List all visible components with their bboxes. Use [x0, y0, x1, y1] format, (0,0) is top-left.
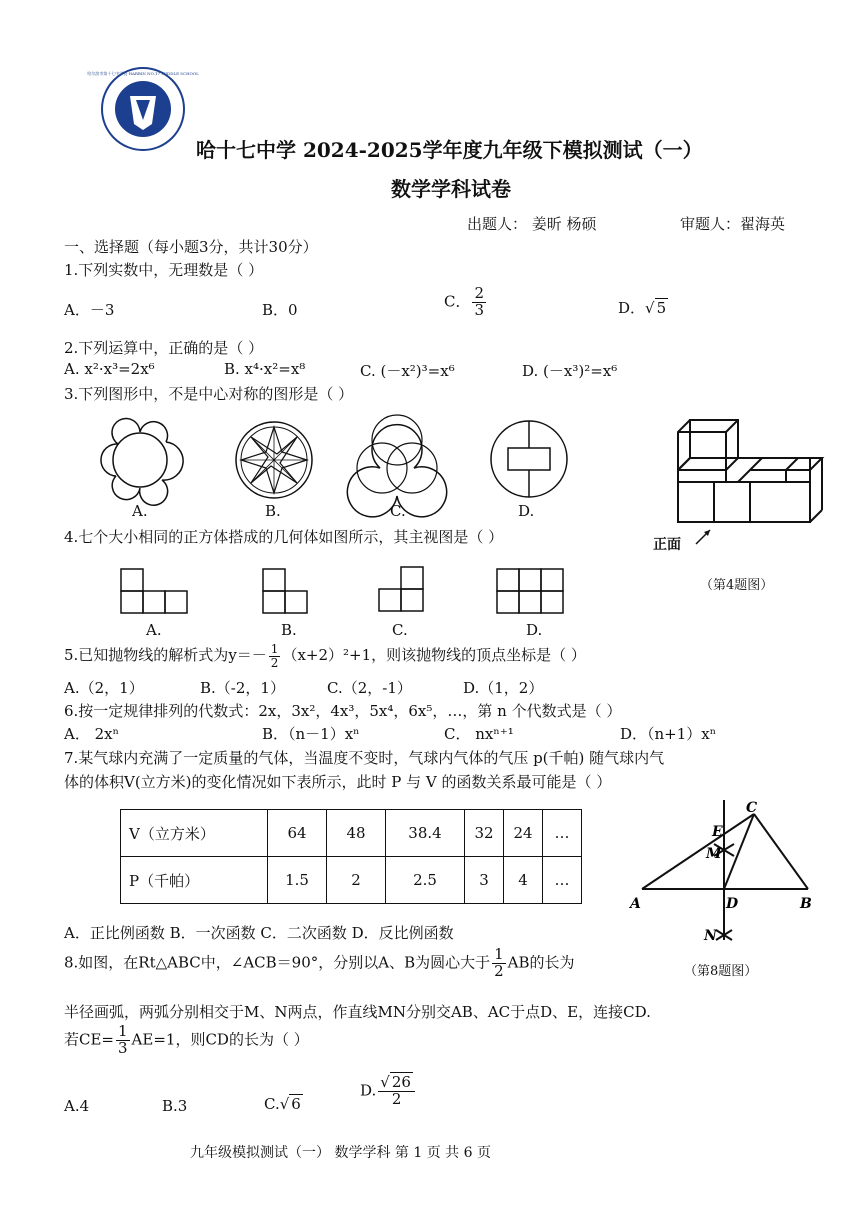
q2-option-c: C. (－x²)³=x⁶: [360, 362, 455, 380]
table-cell: 48: [327, 810, 386, 857]
q6-option-c: C． nxⁿ⁺¹: [444, 725, 514, 743]
q3-figure-d: [486, 416, 572, 502]
q2-stem: 2.下列运算中，正确的是（ ）: [64, 339, 264, 357]
q8-caption: （第8题图）: [684, 964, 758, 979]
q8-option-a: A.4: [64, 1097, 90, 1115]
q4-view-b: [262, 568, 312, 614]
q6-option-b: B．（n－1）xⁿ: [262, 725, 360, 743]
q8-label-m: M: [706, 846, 722, 862]
q5-stem-pre: 5.已知抛物线的解析式为y＝－: [64, 646, 267, 665]
q8-stem-1-post: AB的长为: [507, 953, 575, 972]
q8-label-a: A: [630, 896, 641, 912]
q4-label-d: D.: [526, 621, 543, 639]
table-cell: 4: [504, 857, 543, 904]
table-cell: 3: [465, 857, 504, 904]
q8-c-label: C.: [264, 1095, 280, 1113]
q3-label-b: B.: [265, 502, 281, 520]
q7-options: A．正比例函数 B．一次函数 C．二次函数 D．反比例函数: [64, 924, 454, 942]
q8-d-radicand: 26: [391, 1073, 411, 1091]
q8-triangle-figure: [628, 800, 824, 950]
q8-stem-3-pre: 若CE=: [64, 1030, 114, 1049]
q8-d-den: 2: [391, 1089, 402, 1108]
q5-stem-post: （x+2）²+1，则该抛物线的顶点坐标是（ ）: [282, 646, 586, 665]
table-cell: 1.5: [268, 857, 327, 904]
q3-label-d: D.: [518, 502, 535, 520]
q3-figure-b: [232, 418, 316, 502]
q8-option-c: C.√ 6: [264, 1095, 301, 1113]
q5-fraction: [269, 643, 281, 669]
q5-option-c: C.（2，-1）: [327, 679, 412, 697]
table-row: [121, 857, 582, 904]
q8-num-1: 1: [494, 945, 504, 963]
q8-stem-3: [64, 1024, 309, 1057]
q4-stem: 4.七个大小相同的正方体搭成的几何体如图所示，其主视图是（ ）: [64, 528, 504, 546]
q8-stem-2: 半径画弧，两弧分别相交于M、N两点，作直线MN分别交AB、AC于点D、E，连接CD.: [64, 1003, 651, 1021]
q1-option-d: D．√ 5: [618, 299, 667, 317]
q1-c-num: 2: [474, 284, 485, 302]
q8-fraction-3: [116, 1024, 130, 1057]
q8-den-1: 2: [494, 961, 504, 980]
q6-stem: 6.按一定规律排列的代数式：2x，3x²，4x³，5x⁴，6x⁵，…，第 n 个代数式是（ ）: [64, 702, 622, 720]
table-cell: …: [543, 857, 582, 904]
q6-option-d: D．（n+1）xⁿ: [620, 725, 717, 743]
q4-label-c: C.: [392, 621, 408, 639]
q8-c-radicand: 6: [291, 1095, 301, 1113]
logo-text: 哈尔滨市第十七中学校 HARBIN NO.17 MIDDLE SCHOOL: [87, 71, 199, 76]
q4-cube-figure: [640, 418, 820, 548]
q5-den: 2: [270, 655, 279, 670]
exam-subtitle: 数学学科试卷: [391, 177, 511, 201]
q3-stem: 3.下列图形中，不是中心对称的图形是（ ）: [64, 385, 354, 403]
q5-option-d: D.（1，2）: [463, 679, 544, 697]
reviewer: 审题人：翟海英: [680, 215, 786, 233]
table-cell: 38.4: [386, 810, 465, 857]
q2-option-b: B. x⁴·x²=x⁸: [224, 360, 306, 378]
q7-stem-2: 体的体积V(立方米)的变化情况如下表所示，此时 P 与 V 的函数关系最可能是（ ）: [64, 773, 612, 791]
q8-option-d: [360, 1075, 417, 1108]
q8-label-e: E: [712, 824, 723, 840]
q4-view-d: [496, 568, 568, 614]
q7-table: [120, 809, 582, 904]
q5-option-a: A.（2，1）: [64, 679, 144, 697]
q8-stem-1-pre: 8.如图，在Rt△ABC中，∠ACB＝90°，分别以A、B为圆心大于: [64, 953, 491, 972]
table-cell: 32: [465, 810, 504, 857]
q3-figure-c: [352, 410, 442, 502]
q4-view-c: [378, 566, 428, 612]
table-row: [121, 810, 582, 857]
q4-label-b: B.: [281, 621, 297, 639]
q1-c-fraction: [472, 286, 486, 319]
q8-label-c: C: [746, 800, 758, 816]
q4-caption: （第4题图）: [700, 578, 774, 593]
q1-d-label: D．: [618, 299, 646, 317]
q8-stem-1: [64, 947, 575, 980]
q2-option-a: A. x²·x³=2x⁶: [64, 360, 155, 378]
table-cell: 2: [327, 857, 386, 904]
exam-title: 哈十七中学 2024-2025学年度九年级下模拟测试（一）: [196, 138, 703, 162]
q3-figure-a: [98, 418, 182, 502]
q8-d-label: D.: [360, 1081, 377, 1100]
q2-option-d: D. (－x³)²=x⁶: [522, 362, 618, 380]
q8-option-b: B.3: [162, 1097, 188, 1115]
q8-fraction-1: [492, 947, 506, 980]
q8-den-3: 3: [118, 1038, 128, 1057]
q4-front-label: 正面: [653, 537, 681, 553]
q1-d-radicand: 5: [656, 299, 667, 317]
section-title: 一、选择题（每小题3分，共计30分）: [64, 238, 318, 256]
table-cell: …: [543, 810, 582, 857]
q5-stem: [64, 643, 586, 669]
table-cell: V（立方米）: [121, 810, 268, 857]
q8-stem-3-post: AE=1，则CD的长为（ ）: [131, 1030, 309, 1049]
table-cell: 24: [504, 810, 543, 857]
q5-num: 1: [270, 642, 279, 656]
q3-label-a: A.: [132, 502, 148, 520]
q1-option-c: [444, 286, 488, 319]
q4-label-a: A.: [146, 621, 162, 639]
q4-view-a: [120, 568, 190, 614]
q1-c-label: C．: [444, 292, 471, 311]
q8-label-b: B: [800, 896, 812, 912]
q7-stem-1: 7.某气球内充满了一定质量的气体，当温度不变时，气球内气体的气压 p(千帕) 随气球内气: [64, 749, 665, 767]
q1-option-a: A．－3: [64, 301, 115, 319]
school-logo: [87, 66, 199, 152]
q1-option-b: B．0: [262, 301, 298, 319]
q8-num-3: 1: [118, 1022, 128, 1040]
q6-option-a: A． 2xⁿ: [64, 725, 120, 743]
page-footer: 九年级模拟测试（一） 数学学科 第 1 页 共 6 页: [190, 1145, 491, 1161]
q8-d-fraction: [378, 1075, 415, 1108]
setter: 出题人： 姜昕 杨硕: [467, 215, 597, 233]
table-cell: P（千帕）: [121, 857, 268, 904]
q8-label-d: D: [726, 896, 739, 912]
q8-d-num: √ 26: [378, 1075, 415, 1092]
table-cell: 2.5: [386, 857, 465, 904]
q8-label-n: N: [704, 928, 717, 944]
table-cell: 64: [268, 810, 327, 857]
q5-option-b: B.（-2，1）: [200, 679, 285, 697]
q3-label-c: C.: [390, 502, 406, 520]
q1-c-den: 3: [474, 300, 485, 319]
q1-stem: 1.下列实数中，无理数是（ ）: [64, 261, 264, 279]
